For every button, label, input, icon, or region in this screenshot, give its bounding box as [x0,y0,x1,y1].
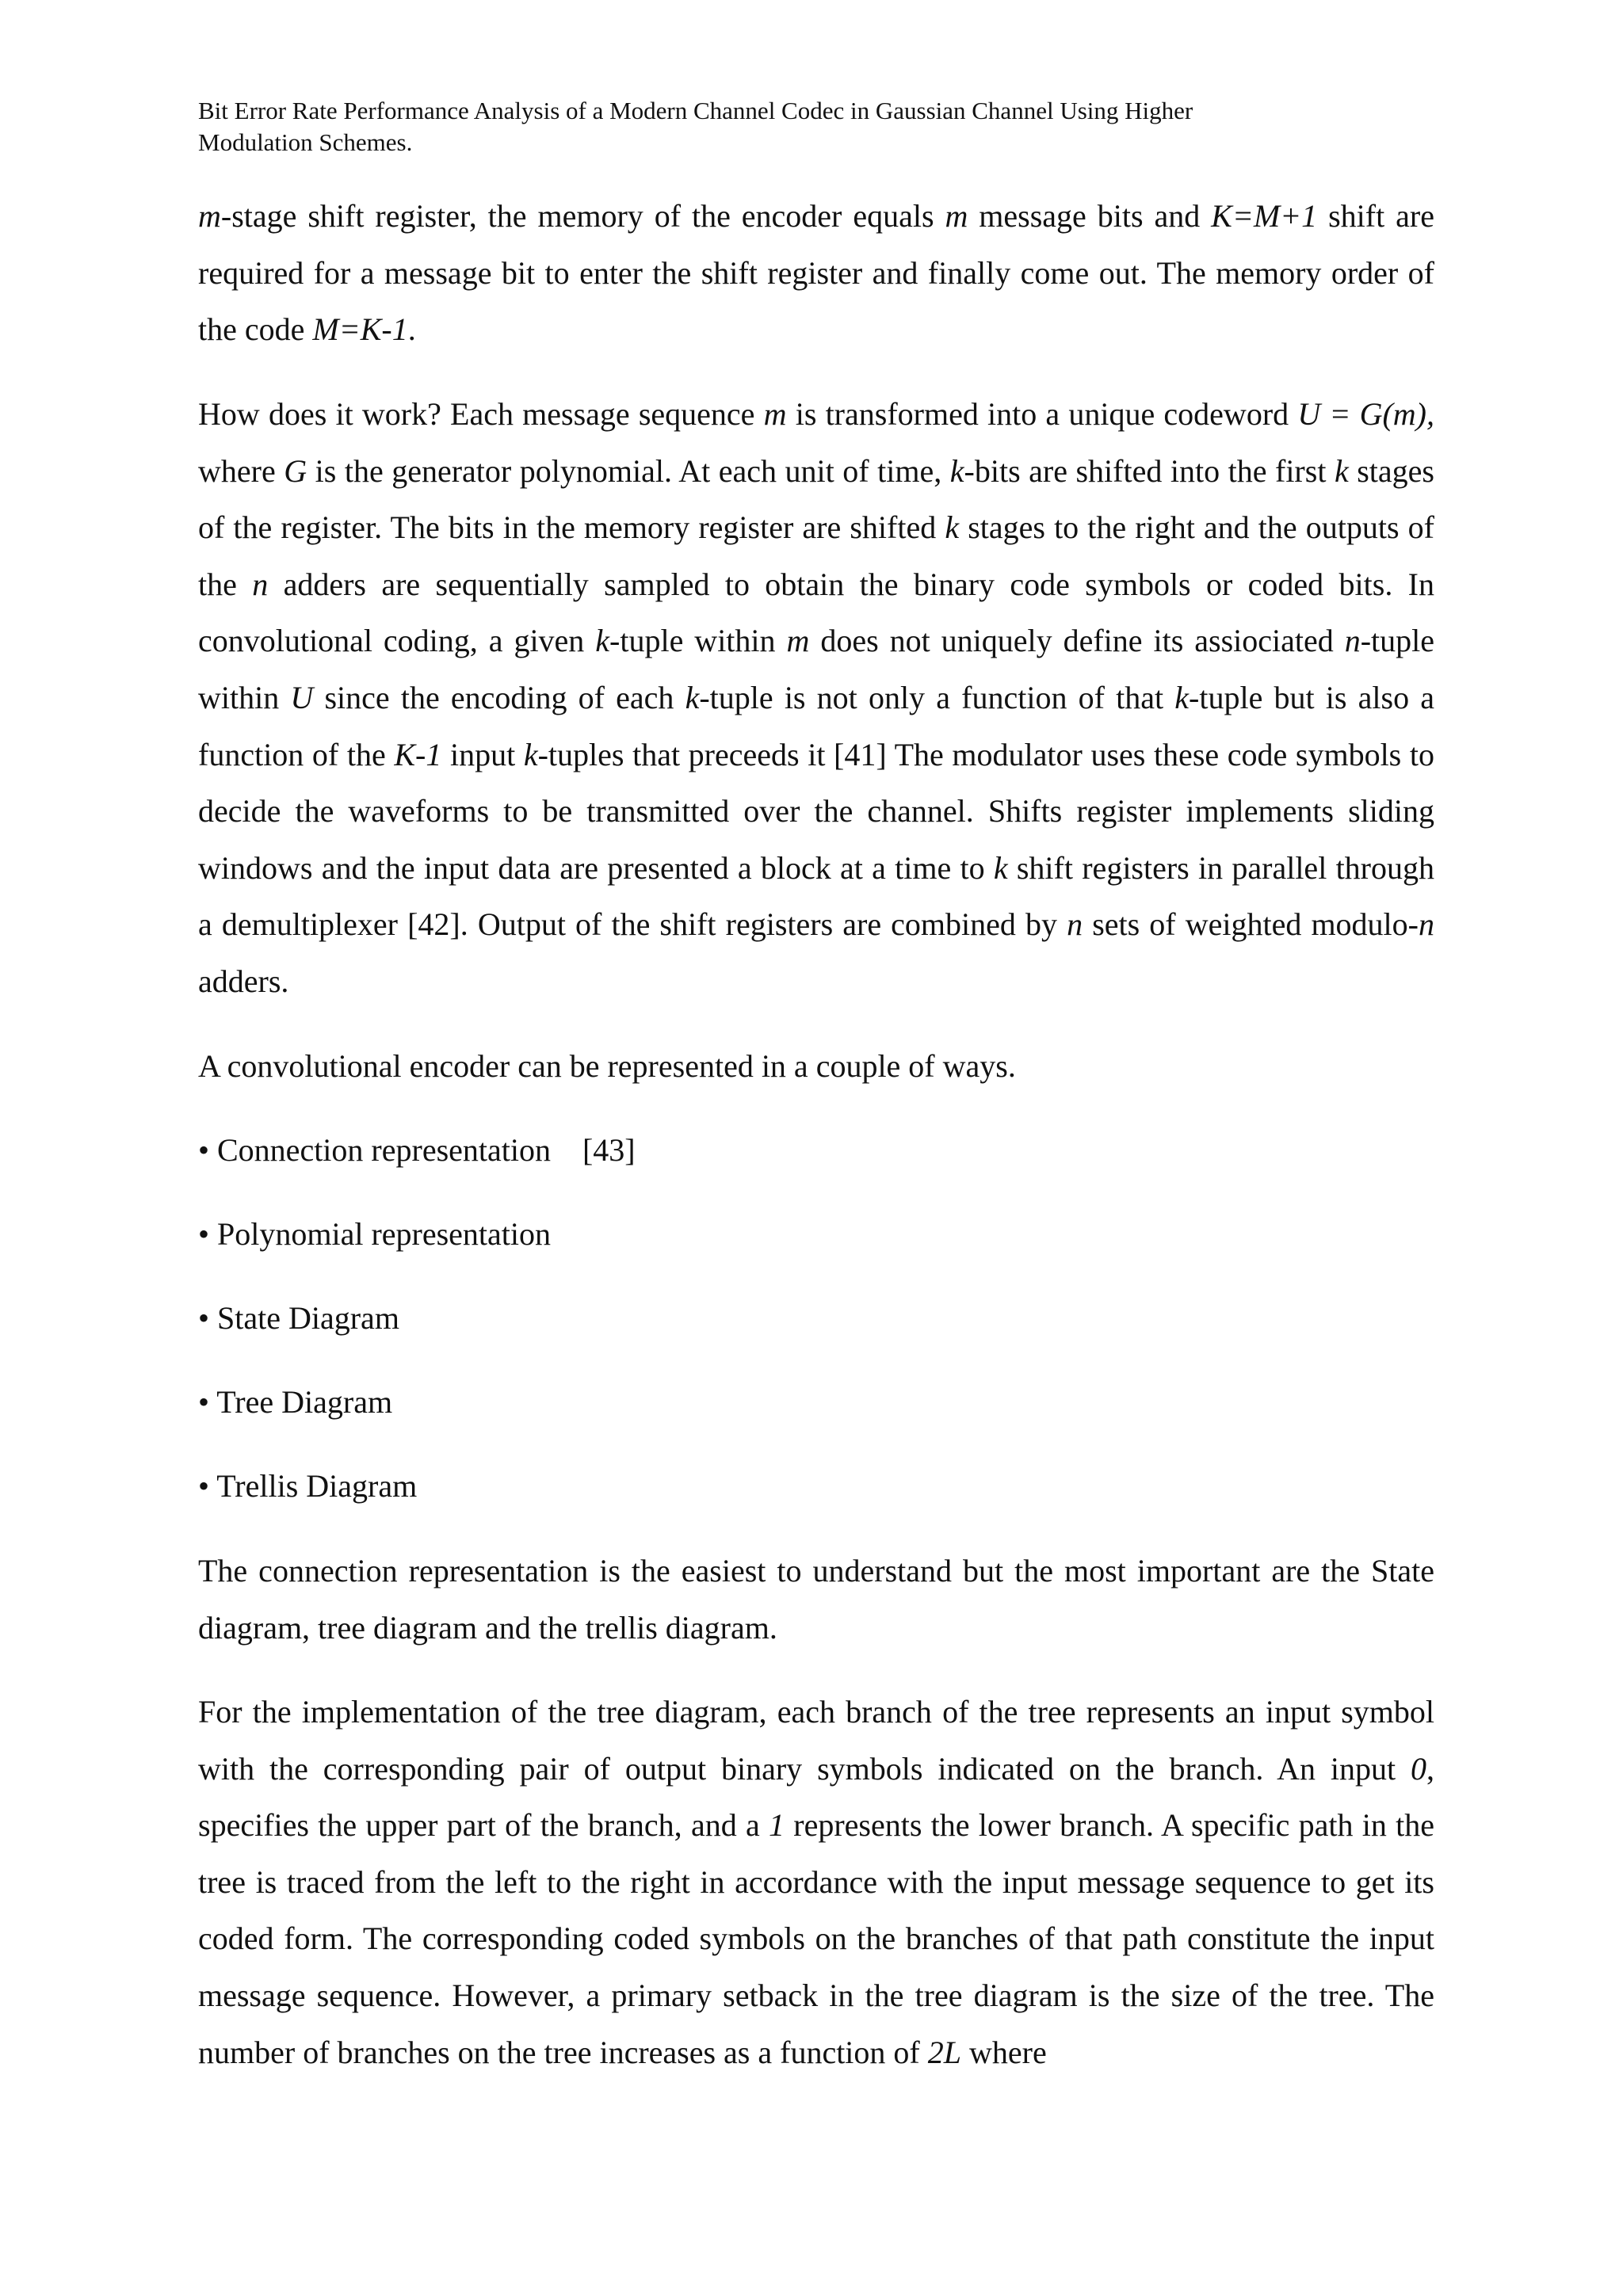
running-header-line-2: Modulation Schemes. [198,128,413,156]
bullet-item-connection-representation: • Connection representation [43] [198,1132,636,1168]
bullet-item-state-diagram: • State Diagram [198,1300,399,1336]
running-header-line-1: Bit Error Rate Performance Analysis of a Modern Channel Codec in Gaussian Channel Using Higher [198,97,1193,124]
paragraph-tree-diagram: For the implementation of the tree diagram, each branch of the tree represents an input symbol with the corresponding pair of output binary symbols indicated on the branch. An input 0, specifies the upper part of the branch, and a 1 represents the lower branch. A specific path in the tree is traced from the left to the right in accordance with the input message sequence to get its coded form. The corresponding coded symbols on the branches of that path constitute the input message sequence. However, a primary setback in the tree diagram is the size of the tree. The number of branches on the tree increases as a function of 2L where [198,1694,1434,2070]
paragraph-encoder-representations-intro: A convolutional encoder can be represented in a couple of ways. [198,1048,1016,1084]
bullet-item-trellis-diagram: • Trellis Diagram [198,1468,418,1504]
bullet-item-tree-diagram: • Tree Diagram [198,1384,393,1420]
paragraph-connection-representation: The connection representation is the easiest to understand but the most important are the State diagram, tree diagram and the trellis diagram. [198,1553,1434,1646]
paragraph-shift-register-memory: m-stage shift register, the memory of the encoder equals m message bits and K=M+1 shift are required for a message bit to enter the shift register and finally come out. The memory order of the code M=K-1. [198,198,1434,348]
bullet-item-polynomial-representation: • Polynomial representation [198,1216,552,1252]
running-header [198,95,1434,158]
paragraph-how-does-it-work: How does it work? Each message sequence m is transformed into a unique codeword U = G(m), where G is the generator polynomial. At each unit of time, k-bits are shifted into the first k stages of the register. The bits in the memory register are shifted k stages to the right and the outputs of the n adders are sequentially sampled to obtain the binary code symbols or coded bits. In convolutional coding, a given k-tuple within m does not uniquely define its assiociated n-tuple within U since the encoding of each k-tuple is not only a function of that k-tuple but is also a function of the K-1 input k-tuples that preceeds it [41] The modulator uses these code symbols to decide the waveforms to be transmitted over the channel. Shifts register implements sliding windows and the input data are presented a block at a time to k shift registers in parallel through a demultiplexer [42]. Output of the shift registers are combined by n sets of weighted modulo-n adders. [198,396,1435,999]
